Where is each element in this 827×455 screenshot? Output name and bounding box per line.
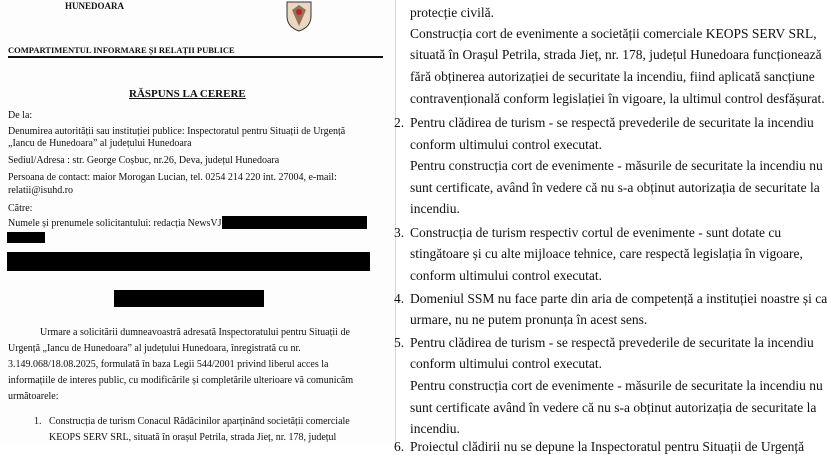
- text-line: Construcția de turism respectiv cortul de evenimente - sunt dotate cu: [410, 225, 782, 240]
- item-1-line-2: KEOPS SERV SRL, situată în orașul Petrila, strada Jieț, nr. 178, județul: [49, 432, 337, 443]
- left-page: [0, 0, 396, 445]
- authority-line-2: „Iancu de Hunedoara” al județului Hunedoara: [8, 138, 192, 149]
- body-line-2: Urgență „Iancu de Hunedoara” al județului Hunedoara, înregistrată cu nr.: [8, 343, 301, 354]
- text-line: situată în Orașul Petrila, strada Jieț, nr. 178, județul Hunedoara funcționează: [410, 47, 822, 62]
- document-title: RĂSPUNS LA CERERE: [129, 88, 246, 100]
- text-line: Pentru construcția cort de evenimente - măsurile de securitate la incendiu nu: [410, 378, 823, 393]
- text-line: Pentru clădirea de turism - se respectă prevederile de securitate la incendiu: [410, 115, 814, 130]
- county-heading: HUNEDOARA: [65, 1, 125, 11]
- text-line: sunt certificate având în vedere că nu s-a obținut autorizația de securitate la: [410, 400, 817, 415]
- text-line: Domeniul SSM nu face parte din aria de competență a instituției noastre și ca: [410, 291, 827, 306]
- body-line-4: informațiile de interes public, cu modificările și completările ulterioare vă comunicăm: [8, 375, 354, 386]
- text-line: protecție civilă.: [410, 5, 494, 20]
- item-4-number: 4.: [394, 291, 405, 306]
- address-line: Sediul/Adresa : str. George Coșbuc, nr.26, Deva, județul Hunedoara: [8, 155, 280, 166]
- contact-line-1: Persoana de contact: maior Morogan Lucian, tel. 0254 214 220 int. 27004, e-mail:: [8, 172, 337, 183]
- item-2-number: 2.: [394, 115, 405, 130]
- body-line-3: 3.149.068/18.08.2025, formulată în baza Legii 544/2001 privind liberul acces la: [8, 359, 329, 370]
- text-line: incendiu.: [410, 421, 460, 436]
- redaction-block: [7, 232, 45, 243]
- redaction-block: [222, 216, 367, 229]
- item-5-number: 5.: [394, 335, 405, 350]
- text-line: sunt certificate, având în vedere că nu s-a obținut autorizația de securitate la: [410, 180, 820, 195]
- text-line: Pentru construcția cort de evenimente - măsurile de securitate la incendiu nu: [410, 158, 823, 173]
- body-line-5: următoarele:: [8, 391, 59, 402]
- text-line: conform ultimului control executat.: [410, 268, 602, 283]
- item-1-line-1: Construcția de turism Conacul Rădăcinilor aparținând societății comerciale: [49, 416, 350, 427]
- text-line: Proiectul clădirii nu se depune la Inspectoratul pentru Situații de Urgență: [410, 439, 805, 454]
- text-line: stingătoare și cu alte mijloace tehnice, care respectă legislația în vigoare,: [410, 246, 803, 261]
- text-line: contravențională conform legislației în vigoare, la ultimul control desfășurat.: [410, 91, 825, 106]
- text-line: Pentru clădirea de turism - se respectă prevederile de securitate la incendiu: [410, 335, 814, 350]
- text-line: urmare, nu ne putem pronunța în acest sens.: [410, 312, 648, 327]
- right-page: [394, 0, 827, 454]
- header-divider: [8, 56, 383, 58]
- from-label: De la:: [8, 110, 33, 121]
- item-6-number: 6.: [394, 439, 405, 454]
- redaction-block: [7, 252, 370, 271]
- text-line: Construcția cort de evenimente a societății comerciale KEOPS SERV SRL,: [410, 26, 817, 41]
- requester-line: Numele și prenumele solicitantului: redacția NewsVJ: [8, 218, 222, 229]
- body-line-1: Urmare a solicitării dumneavoastră adresată Inspectoratului pentru Situații de: [40, 327, 350, 338]
- redaction-block: [114, 290, 264, 307]
- item-1-number: 1.: [34, 416, 42, 427]
- text-line: conform ultimului control executat.: [410, 137, 602, 152]
- contact-line-2: relatii@isuhd.ro: [8, 185, 74, 196]
- to-label: Către:: [8, 203, 33, 214]
- coat-of-arms-icon: [285, 0, 313, 32]
- item-3-number: 3.: [394, 225, 405, 240]
- department-name: COMPARTIMENTUL INFORMARE ȘI RELAȚII PUBLICE: [8, 45, 235, 55]
- text-line: conform ultimului control executat.: [410, 356, 602, 371]
- text-line: incendiu.: [410, 201, 460, 216]
- authority-line-1: Denumirea autorității sau instituției publice: Inspectoratul pentru Situații de Urgență: [8, 126, 346, 137]
- text-line: fără obținerea autorizației de securitate la incendiu, fiind aplicată sancțiune: [410, 69, 815, 84]
